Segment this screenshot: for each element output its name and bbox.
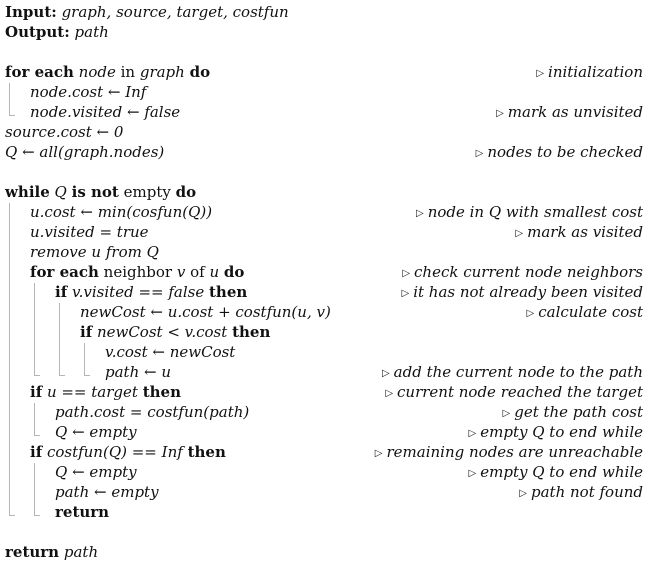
math-expression: Q [54,183,67,201]
code-text [80,302,331,322]
output-code [5,22,109,42]
code-text [5,122,123,142]
keyword: then [187,443,226,461]
comment-text: node in Q with smallest cost [427,203,643,221]
math-expression: node.cost ← Inf [30,83,147,101]
math-expression: newCost < v.cost [96,323,228,341]
code-text [105,362,171,382]
output-line [0,22,648,42]
code-line [0,542,648,562]
block-guide [59,303,65,376]
comment-text: remaining nodes are unreachable [386,443,643,461]
code-text [105,342,235,362]
keyword: if [30,443,43,461]
plain-text: in [115,63,140,81]
code-line [0,262,648,282]
comment-text: empty Q to end while [480,463,643,481]
code-text [30,262,244,282]
comment [476,142,643,165]
math-expression: costfun(Q) == Inf [46,443,183,461]
code-line [0,222,648,242]
code-text [80,322,270,342]
block-guide [9,203,15,516]
code-text [30,242,159,262]
code-line [0,322,648,342]
keyword: for each [5,63,74,81]
math-expression: Q ← empty [55,463,137,481]
input-value: graph, source, target, costfun [61,3,289,21]
keyword: then [209,283,248,301]
keyword: do [189,63,211,81]
code-text [30,202,212,222]
code-text [55,482,159,502]
code-line [0,142,648,162]
keyword: if [55,283,68,301]
comment-triangle-icon: ▷ [536,68,545,79]
code-text [30,222,149,242]
comment-text: empty Q to end while [480,423,643,441]
comment-triangle-icon: ▷ [381,368,390,379]
input-line [0,2,648,22]
math-expression: u [209,263,220,281]
comment-triangle-icon: ▷ [415,208,424,219]
code-text [55,502,109,522]
code-line [0,102,648,122]
comment-text: get the path cost [514,403,643,421]
math-expression: v.visited == false [71,283,205,301]
math-expression: u == target [46,383,138,401]
code-text [30,382,181,402]
keyword: while [5,183,50,201]
comment-triangle-icon: ▷ [468,428,477,439]
block-guide [84,343,90,376]
comment-triangle-icon: ▷ [475,148,484,159]
math-expression: newCost ← u.cost + costfun(u, v) [80,303,331,321]
keyword: return [55,503,110,521]
code-text [30,82,146,102]
comment-text: nodes to be checked [487,143,643,161]
math-expression: graph [139,63,185,81]
code-line [0,342,648,362]
comment-text: it has not already been visited [413,283,643,301]
code-line [0,462,648,482]
code-line [0,302,648,322]
math-expression: path ← empty [55,483,159,501]
math-expression: v.cost ← newCost [105,343,236,361]
code-line [0,382,648,402]
keyword: do [223,263,245,281]
plain-text: empty [118,183,176,201]
output-value: path [74,23,109,41]
code-text [5,142,164,162]
comment-triangle-icon: ▷ [496,108,504,119]
code-text [55,462,137,482]
comment-text: mark as unvisited [507,103,643,121]
keyword: is not [71,183,119,201]
keyword: return [5,543,60,561]
keyword: if [30,383,43,401]
comment-triangle-icon: ▷ [502,408,511,419]
math-expression: u.cost ← min(cosfun(Q)) [30,203,213,221]
output-label: Output: [5,23,70,41]
code-line [0,202,648,222]
code-line [0,422,648,442]
code-text [55,402,249,422]
code-line [0,362,648,382]
plain-text: of [185,263,210,281]
code-text [30,442,226,462]
code-line [0,482,648,502]
code-text [55,422,137,442]
code-line [0,402,648,422]
code-line [0,82,648,102]
comment-text: current node reached the target [397,383,643,401]
code-line [0,62,648,82]
code-line [0,242,648,262]
comment-triangle-icon: ▷ [402,268,411,279]
code-line [0,442,648,462]
math-expression: source.cost ← 0 [5,123,124,141]
keyword: then [232,323,271,341]
code-line [0,282,648,302]
math-expression: path.cost = costfun(path) [55,403,250,421]
code-text [55,282,247,302]
keyword: then [142,383,181,401]
code-line [0,122,648,142]
comment-triangle-icon: ▷ [515,228,524,239]
math-expression: u.visited = true [30,223,149,241]
math-expression: path ← u [105,363,171,381]
math-expression: Q ← all(graph.nodes) [5,143,165,161]
keyword: if [80,323,93,341]
code-text [5,62,210,82]
math-expression: remove u from Q [30,243,159,261]
input-label: Input: [5,3,57,21]
comment-text: calculate cost [538,303,643,321]
code-text [30,102,180,122]
comment-text: mark as visited [527,223,643,241]
keyword: do [175,183,197,201]
comment-text: check current node neighbors [414,263,643,281]
block-guide [34,283,40,376]
comment-triangle-icon: ▷ [401,288,410,299]
comment-triangle-icon: ▷ [526,308,535,319]
input-code [5,2,289,22]
math-expression: path [63,543,99,561]
math-expression: node.visited ← false [30,103,181,121]
math-expression: node [78,63,116,81]
code-line [0,182,648,202]
comment-triangle-icon: ▷ [519,488,527,499]
plain-text: neighbor [98,263,177,281]
block-guide [34,403,40,436]
comment-triangle-icon: ▷ [385,388,394,399]
block-guide [9,83,15,116]
block-guide [34,463,40,516]
code-text [5,182,196,202]
keyword: for each [30,263,99,281]
comment-text: path not found [531,483,643,501]
code-line [0,502,648,522]
comment-text: initialization [548,63,643,81]
math-expression: v [176,263,186,281]
comment-text: add the current node to the path [393,363,643,381]
comment-triangle-icon: ▷ [374,448,383,459]
comment-triangle-icon: ▷ [468,468,477,479]
code-text [5,542,98,562]
math-expression: Q ← empty [55,423,137,441]
